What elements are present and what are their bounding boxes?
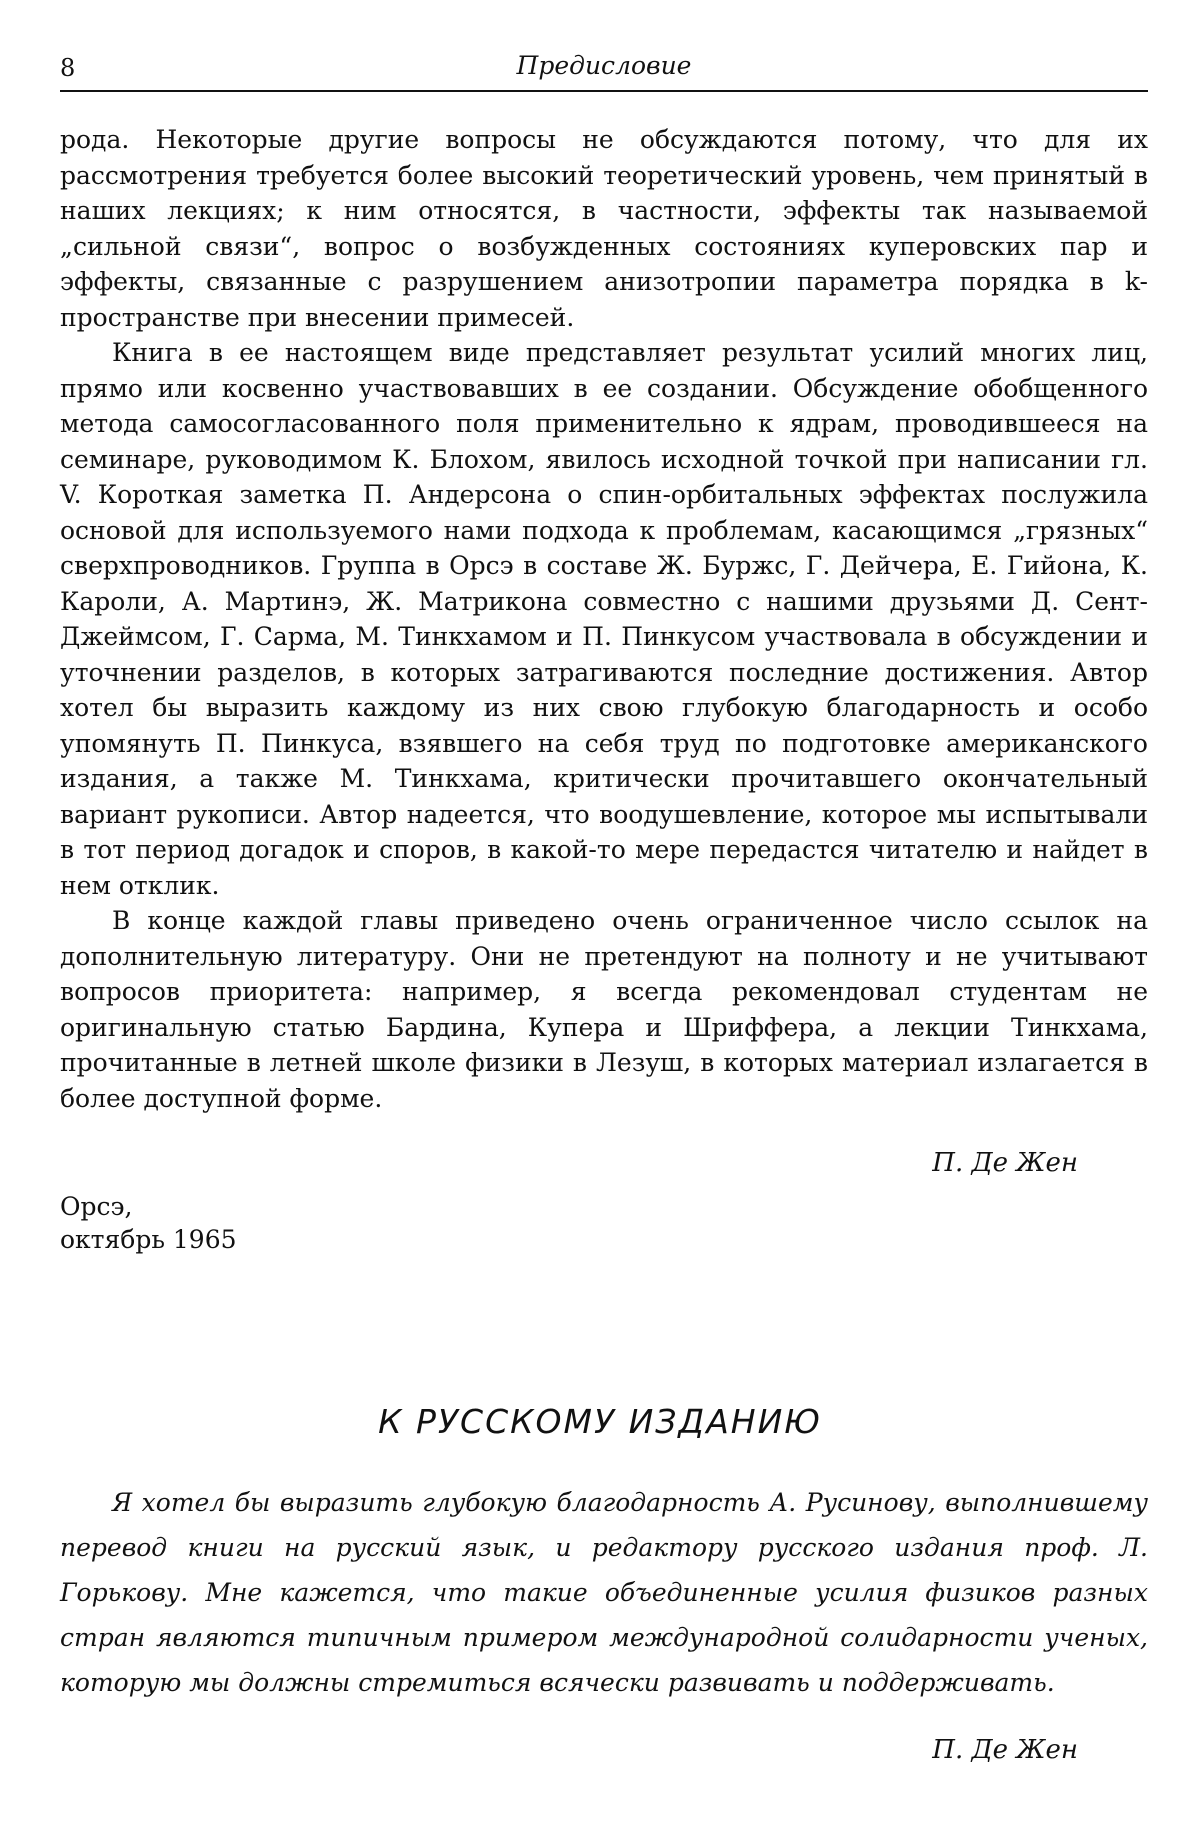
main-text xyxy=(60,122,1148,1116)
date: октябрь 1965 xyxy=(60,1225,237,1254)
russian-edition-note: Я хотел бы выразить глубокую благодарность А. Русинову, выполнившему перевод книги на русский язык, и редактору русского издания проф. Л. Горькову. Мне кажется, что такие объединенные усилия физиков разных стран являются типичным примером международной солидарности ученых, которую мы должны стремиться всячески развивать и поддерживать. xyxy=(60,1488,1148,1697)
paragraph-1: рода. Некоторые другие вопросы не обсуждаются потому, что для их рассмотрения требуется более высокий теоретический уровень, чем принятый в наших лекциях; к ним относятся, в частности, эффекты так называемой „сильной связи“, вопрос о возбужденных состояниях куперовских пар и эффекты, связанные с разрушением анизотропии параметра порядка в k-пространстве при внесении примесей. xyxy=(60,125,1148,332)
author-signature: П. Де Жен xyxy=(932,1148,1078,1178)
author-signature-2: П. Де Жен xyxy=(932,1735,1078,1765)
paragraph-3: В конце каждой главы приведено очень ограниченное число ссылок на дополнительную литературу. Они не претендуют на полноту и не учитывают вопросов приоритета: например, я всегда рекомендовал студентам не оригинальную статью Бардина, Купера и Шриффера, а лекции Тинкхама, прочитанные в летней школе физики в Лезуш, в которых материал излагается в более доступной форме. xyxy=(60,906,1148,1113)
paragraph-2: Книга в ее настоящем виде представляет результат усилий многих лиц, прямо или косвенно участвовавших в ее создании. Обсуждение обобщенного метода самосогласованного поля применительно к ядрам, проводившееся на семинаре, руководимом К. Блохом, явилось исходной точкой при написании гл. V. Короткая заметка П. Андерсона о спин-орбитальных эффектах послужила основой для используемого нами подхода к проблемам, касающимся „грязных“ сверхпроводников. Группа в Орсэ в составе Ж. Буржс, Г. Дейчера, Е. Гийона, К. Кароли, А. Мартинэ, Ж. Матрикона совместно с нашими друзьями Д. Сент-Джеймсом, Г. Сарма, М. Тинкхамом и П. Пинкусом участвовала в обсуждении и уточнении разделов, в которых затрагиваются последние достижения. Автор хотел бы выразить каждому из них свою глубокую благодарность и особо упомянуть П. Пинкуса, взявшего на себя труд по подготовке американского издания, а также М. Тинкхама, критически прочитавшего окончательный вариант рукописи. Автор надеется, что воодушевление, которое мы испытывали в тот период догадок и споров, в какой-то мере передастся читателю и найдет в нем отклик. xyxy=(60,338,1148,900)
page-header xyxy=(60,52,1148,92)
running-title: Предисловие xyxy=(516,51,692,80)
place-date xyxy=(60,1190,237,1256)
place: Орсэ, xyxy=(60,1192,133,1221)
section-heading: К РУССКОМУ ИЗДАНИЮ xyxy=(378,1402,822,1441)
page-number: 8 xyxy=(60,54,76,82)
header-rule xyxy=(60,90,1148,92)
